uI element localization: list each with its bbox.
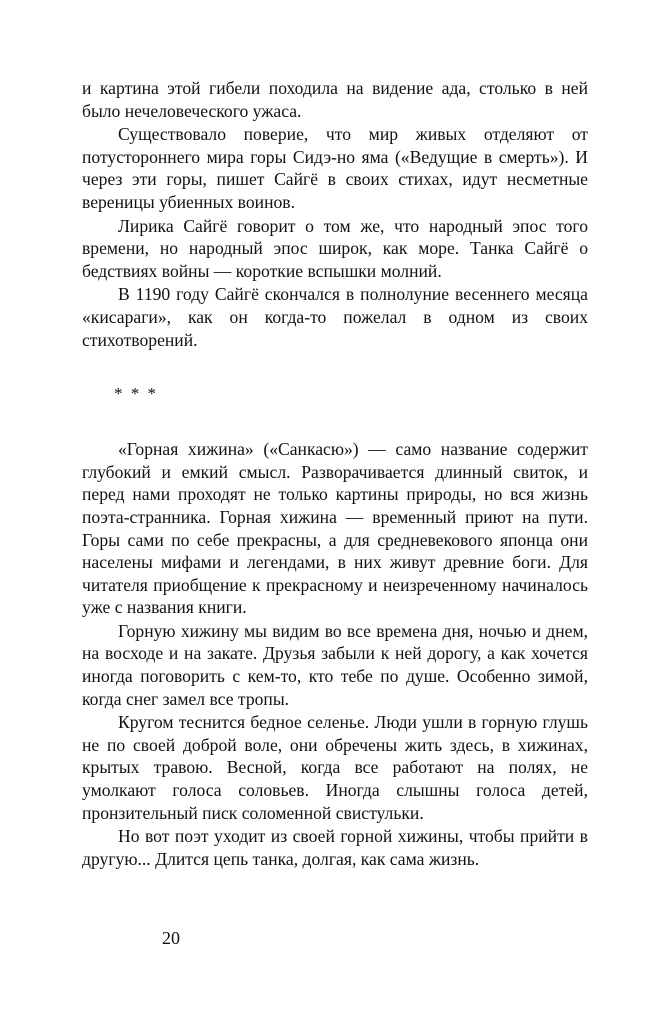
section-separator: * * *: [114, 384, 158, 404]
paragraph: В 1190 году Сайгё скончался в полнолуние весеннего месяца «кисараги», как он когда-то пожелал в одном из своих стихотворений.: [82, 284, 588, 350]
paragraph: Горную хижину мы видим во все времена дня, ночью и днем, на восходе и на закате. Друзья забыли к ней дорогу, а как хочется иногда поговорить с кем-то, кто тебе по душе. Особенно зимой, когда снег замел все тропы.: [82, 620, 588, 709]
page-body: [82, 77, 588, 870]
paragraph: Лирика Сайгё говорит о том же, что народный эпос того времени, но народный эпос широк, как море. Танка Сайгё о бедствиях войны — короткие вспышки молний.: [82, 215, 588, 281]
page-number: 20: [162, 928, 180, 948]
paragraph: и картина этой гибели походила на видение ада, столько в ней было нечеловеческого ужаса.: [82, 78, 588, 121]
paragraph: Существовало поверие, что мир живых отделяют от потустороннего мира горы Сидэ-но яма («Ведущие в смерть»). И через эти горы, пишет Сайгё в своих стихах, идут несметные вереницы убиенных воинов.: [82, 124, 588, 212]
paragraph: Кругом теснится бедное селенье. Люди ушли в горную глушь не по своей доброй воле, они обречены жить здесь, в хижинах, крытых травою. Весной, когда все работают на полях, не умолкают голоса соловьев. Иногда слышны голоса детей, пронзительный писк соломенной свистульки.: [82, 712, 588, 823]
paragraph: Но вот поэт уходит из своей горной хижины, чтобы прийти в другую... Длится цепь танка, долгая, как сама жизнь.: [82, 826, 588, 869]
paragraph: «Горная хижина» («Санкасю») — само название содержит глубокий и емкий смысл. Разворачивается длинный свиток, и перед нами проходят не только картины природы, но вся жизнь поэта-странника. Горная хижина — временный приют на пути. Горы сами по себе прекрасны, а для средневекового японца они населены мифами и легендами, в них живут древние боги. Для читателя приобщение к прекрасному и неизреченному начиналось уже с названия книги.: [82, 439, 588, 618]
